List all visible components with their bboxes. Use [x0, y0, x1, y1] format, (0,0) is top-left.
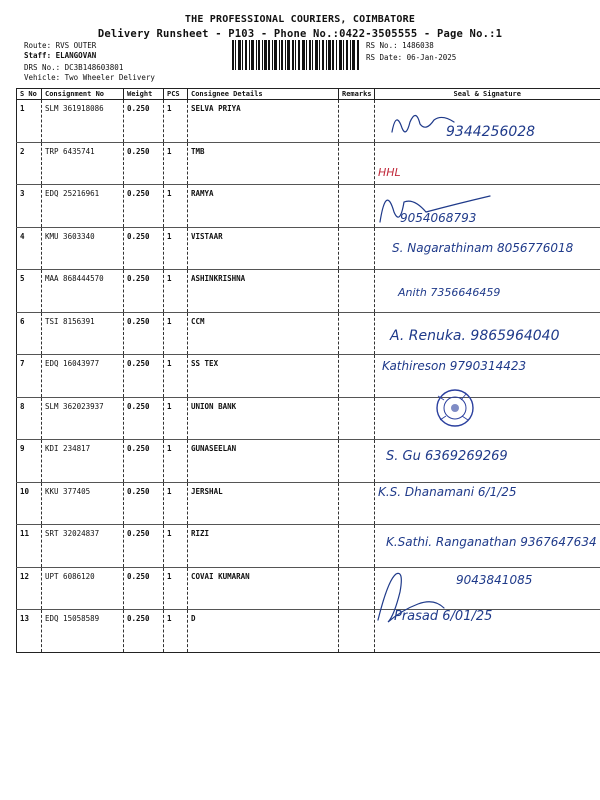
row-consignee: SS TEX	[188, 355, 339, 398]
signature-text: 9344256028	[446, 124, 536, 140]
row-signature-cell	[375, 440, 600, 483]
row-signature-cell	[375, 525, 600, 568]
row-pcs: 1	[164, 525, 188, 568]
signature-text: K.S. Dhanamani 6/1/25	[378, 485, 517, 499]
row-consignee: VISTAAR	[188, 227, 339, 270]
row-pcs: 1	[164, 270, 188, 313]
row-remarks	[339, 440, 375, 483]
row-consignment-no: KKU 377405	[42, 482, 124, 525]
signature-text: Anith 7356646459	[398, 286, 501, 299]
header-remarks: Remarks	[339, 89, 375, 100]
row-consignment-no: EDQ 25216961	[42, 185, 124, 228]
row-remarks	[339, 312, 375, 355]
row-pcs: 1	[164, 355, 188, 398]
row-weight: 0.250	[124, 525, 164, 568]
staff-info: Staff: ELANGOVAN	[24, 51, 97, 60]
row-consignee: TMB	[188, 142, 339, 185]
row-consignment-no: TSI 8156391	[42, 312, 124, 355]
rs-number: RS No.: 1486038	[366, 41, 434, 50]
row-consignee: UNION BANK	[188, 397, 339, 440]
signature-text: K.Sathi. Ranganathan 9367647634	[386, 535, 597, 549]
rs-date: RS Date: 06-Jan-2025	[366, 53, 457, 62]
drs-number: DRS No.: DC3B148603801	[24, 63, 124, 72]
row-remarks	[339, 397, 375, 440]
row-consignment-no: SRT 32024837	[42, 525, 124, 568]
row-consignee: RAMYA	[188, 185, 339, 228]
row-pcs: 1	[164, 185, 188, 228]
row-sno: 2	[17, 142, 42, 185]
signature-text: 9054068793	[400, 211, 477, 225]
row-consignee: COVAI KUMARAN	[188, 567, 339, 610]
row-pcs: 1	[164, 567, 188, 610]
row-sno: 5	[17, 270, 42, 313]
row-signature-cell	[375, 312, 600, 355]
route-info: Route: RVS OUTER	[24, 41, 97, 50]
row-weight: 0.250	[124, 227, 164, 270]
vehicle-info: Vehicle: Two Wheeler Delivery	[24, 73, 155, 82]
signature-text: HHL	[378, 166, 401, 179]
table-row	[17, 185, 600, 228]
row-consignment-no: MAA 868444570	[42, 270, 124, 313]
row-signature-cell	[375, 482, 600, 525]
signature-text: S. Nagarathinam 8056776018	[392, 241, 574, 255]
table-row	[17, 525, 600, 568]
row-sno: 3	[17, 185, 42, 228]
row-consignee: D	[188, 610, 339, 653]
row-pcs: 1	[164, 227, 188, 270]
signature-text: A. Renuka. 9865964040	[390, 328, 560, 344]
header-weight: Weight	[124, 89, 164, 100]
row-sno: 6	[17, 312, 42, 355]
row-consignee: GUNASEELAN	[188, 440, 339, 483]
signature-text: 9043841085	[456, 573, 533, 587]
row-weight: 0.250	[124, 185, 164, 228]
row-pcs: 1	[164, 397, 188, 440]
row-signature-cell	[375, 397, 600, 440]
row-weight: 0.250	[124, 270, 164, 313]
row-consignment-no: SLM 362023937	[42, 397, 124, 440]
table-row	[17, 567, 600, 610]
row-signature-cell	[375, 227, 600, 270]
header-pcs: PCS	[164, 89, 188, 100]
row-sno: 13	[17, 610, 42, 653]
row-pcs: 1	[164, 610, 188, 653]
row-sno: 10	[17, 482, 42, 525]
row-consignment-no: UPT 6086120	[42, 567, 124, 610]
row-consignee: SELVA PRIYA	[188, 100, 339, 143]
runsheet-table	[16, 88, 600, 653]
row-weight: 0.250	[124, 482, 164, 525]
row-remarks	[339, 525, 375, 568]
row-remarks	[339, 227, 375, 270]
row-consignee: ASHINKRISHNA	[188, 270, 339, 313]
row-weight: 0.250	[124, 440, 164, 483]
signature-text: S. Gu 6369269269	[386, 449, 508, 464]
header-consignment-no: Consignment No	[42, 89, 124, 100]
row-consignment-no: KMU 3603340	[42, 227, 124, 270]
row-pcs: 1	[164, 142, 188, 185]
row-weight: 0.250	[124, 397, 164, 440]
row-remarks	[339, 100, 375, 143]
signature-text: Kathireson 9790314423	[382, 359, 527, 373]
row-weight: 0.250	[124, 312, 164, 355]
row-sno: 9	[17, 440, 42, 483]
row-consignee: CCM	[188, 312, 339, 355]
row-remarks	[339, 567, 375, 610]
row-remarks	[339, 270, 375, 313]
table-row	[17, 482, 600, 525]
table-row	[17, 610, 600, 653]
row-consignee: RIZI	[188, 525, 339, 568]
row-consignment-no: TRP 6435741	[42, 142, 124, 185]
row-weight: 0.250	[124, 100, 164, 143]
row-consignment-no: SLM 361918086	[42, 100, 124, 143]
row-signature-cell	[375, 185, 600, 228]
table-row	[17, 227, 600, 270]
row-pcs: 1	[164, 100, 188, 143]
header-consignee-details: Consignee Details	[188, 89, 339, 100]
row-sno: 12	[17, 567, 42, 610]
row-pcs: 1	[164, 482, 188, 525]
table-row	[17, 440, 600, 483]
row-consignment-no: EDQ 16043977	[42, 355, 124, 398]
row-signature-cell	[375, 355, 600, 398]
row-pcs: 1	[164, 440, 188, 483]
company-title: THE PROFESSIONAL COURIERS, COIMBATORE	[184, 14, 416, 25]
table-header-row	[17, 89, 600, 100]
runsheet-subtitle: Delivery Runsheet - P103 - Phone No.:0422-3505555 - Page No.:1	[97, 28, 503, 40]
table-row	[17, 142, 600, 185]
table-row	[17, 312, 600, 355]
row-pcs: 1	[164, 312, 188, 355]
row-consignee: JERSHAL	[188, 482, 339, 525]
header-sno: S No	[17, 89, 42, 100]
row-weight: 0.250	[124, 142, 164, 185]
row-signature-cell	[375, 100, 600, 143]
row-sno: 11	[17, 525, 42, 568]
row-sno: 8	[17, 397, 42, 440]
header-seal-signature: Seal & Signature	[375, 89, 600, 100]
row-consignment-no: KDI 234817	[42, 440, 124, 483]
barcode-icon	[232, 40, 359, 70]
row-weight: 0.250	[124, 610, 164, 653]
row-signature-cell	[375, 142, 600, 185]
row-remarks	[339, 185, 375, 228]
row-signature-cell	[375, 270, 600, 313]
row-remarks	[339, 482, 375, 525]
signature-text: Prasad 6/01/25	[394, 609, 493, 624]
table-row	[17, 100, 600, 143]
row-signature-cell	[375, 567, 600, 610]
row-remarks	[339, 142, 375, 185]
row-consignment-no: EDQ 15058589	[42, 610, 124, 653]
table-row	[17, 397, 600, 440]
row-sno: 1	[17, 100, 42, 143]
table-row	[17, 355, 600, 398]
row-sno: 4	[17, 227, 42, 270]
row-sno: 7	[17, 355, 42, 398]
row-remarks	[339, 355, 375, 398]
row-weight: 0.250	[124, 567, 164, 610]
row-signature-cell	[375, 610, 600, 653]
row-weight: 0.250	[124, 355, 164, 398]
table-row	[17, 270, 600, 313]
row-remarks	[339, 610, 375, 653]
